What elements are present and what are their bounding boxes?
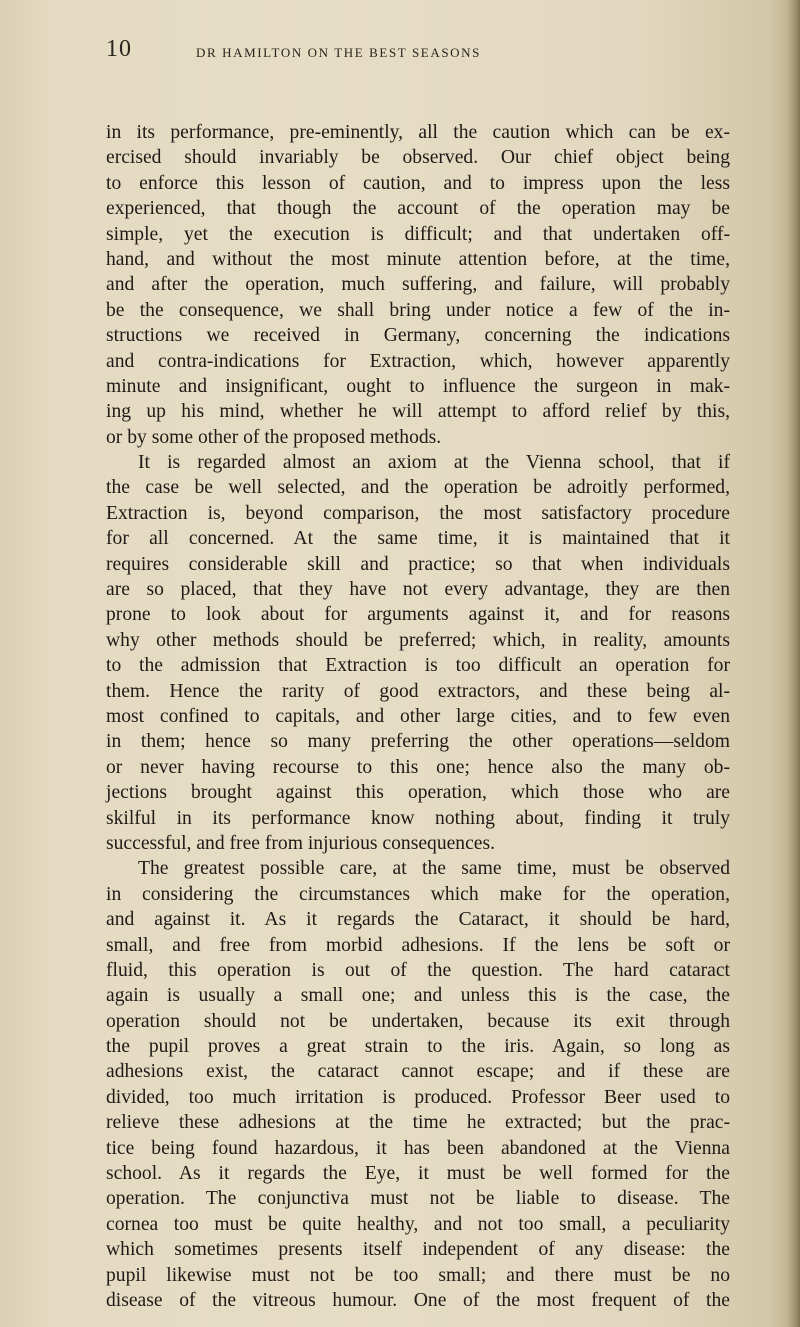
text-line: to the admission that Extraction is too difficult an operation for <box>106 655 730 677</box>
page-number: 10 <box>106 36 132 62</box>
text-line: ercised should invariably be observed. Our chief object being <box>106 147 730 169</box>
text-line: prone to look about for arguments against it, and for reasons <box>106 604 730 626</box>
text-line: in its performance, pre-eminently, all the caution which can be ex- <box>106 122 730 143</box>
running-head <box>106 36 726 66</box>
paragraph-start: The greatest possible care, at the same time, must be observed <box>138 858 730 880</box>
paragraph-start: It is regarded almost an axiom at the Vienna school, that if <box>138 452 730 474</box>
text-line: why other methods should be preferred; which, in reality, amounts <box>106 629 730 651</box>
text-line: jections brought against this operation, which those who are <box>106 782 730 804</box>
text-line: or never having recourse to this one; hence also the many ob- <box>106 756 730 778</box>
text-line: again is usually a small one; and unless this is the case, the <box>106 985 730 1007</box>
text-line: skilful in its performance know nothing about, finding it truly <box>106 807 730 829</box>
page-edge-shadow <box>786 0 800 1327</box>
text-line: school. As it regards the Eye, it must be well formed for the <box>106 1163 730 1185</box>
text-line: or by some other of the proposed methods. <box>106 426 442 448</box>
text-line: cornea too must be quite healthy, and not too small, a peculiarity <box>106 1213 730 1235</box>
text-line: most confined to capitals, and other large cities, and to few even <box>106 705 730 727</box>
text-line: experienced, that though the account of the operation may be <box>106 198 730 220</box>
text-line: to enforce this lesson of caution, and to impress upon the less <box>106 172 730 194</box>
text-line: which sometimes presents itself independent of any disease: the <box>106 1239 730 1261</box>
text-line: successful, and free from injurious consequences. <box>106 832 496 854</box>
body-text <box>106 120 730 1313</box>
running-title: DR HAMILTON ON THE BEST SEASONS <box>196 45 481 60</box>
text-line: Extraction is, beyond comparison, the most satisfactory procedure <box>106 502 730 524</box>
text-line: are so placed, that they have not every advantage, they are then <box>106 579 730 601</box>
text-line: requires considerable skill and practice; so that when individuals <box>106 553 730 575</box>
text-line: minute and insignificant, ought to influence the surgeon in mak- <box>106 375 730 397</box>
text-line: pupil likewise must not be too small; and there must be no <box>106 1264 730 1286</box>
text-line: relieve these adhesions at the time he extracted; but the prac- <box>106 1112 730 1134</box>
text-line: for all concerned. At the same time, it is maintained that it <box>106 528 730 550</box>
text-line: in considering the circumstances which make for the operation, <box>106 883 730 905</box>
text-line: be the consequence, we shall bring under notice a few of the in- <box>106 299 730 321</box>
text-line: divided, too much irritation is produced. Professor Beer used to <box>106 1086 730 1108</box>
text-line: disease of the vitreous humour. One of the most frequent of the <box>106 1289 730 1311</box>
text-line: simple, yet the execution is difficult; and that undertaken off- <box>106 223 730 245</box>
text-line: them. Hence the rarity of good extractors, and these being al- <box>106 680 730 702</box>
text-line: structions we received in Germany, concerning the indications <box>106 325 730 347</box>
text-line: hand, and without the most minute attention before, at the time, <box>106 248 730 270</box>
text-line: and contra-indications for Extraction, which, however apparently <box>106 350 730 372</box>
text-line: operation. The conjunctiva must not be liable to disease. The <box>106 1188 730 1210</box>
text-line: fluid, this operation is out of the question. The hard cataract <box>106 959 730 981</box>
text-line: the case be well selected, and the operation be adroitly performed, <box>106 477 730 499</box>
text-line: tice being found hazardous, it has been abandoned at the Vienna <box>106 1137 730 1159</box>
text-line: operation should not be undertaken, because its exit through <box>106 1010 730 1032</box>
text-line: in them; hence so many preferring the other operations—seldom <box>106 731 730 753</box>
text-line: ing up his mind, whether he will attempt to afford relief by this, <box>106 401 730 423</box>
text-line: and after the operation, much suffering, and failure, will probably <box>106 274 730 296</box>
text-line: the pupil proves a great strain to the iris. Again, so long as <box>106 1036 730 1058</box>
text-line: small, and free from morbid adhesions. If the lens be soft or <box>106 934 730 956</box>
text-line: and against it. As it regards the Cataract, it should be hard, <box>106 909 730 931</box>
text-line: adhesions exist, the cataract cannot escape; and if these are <box>106 1061 730 1083</box>
